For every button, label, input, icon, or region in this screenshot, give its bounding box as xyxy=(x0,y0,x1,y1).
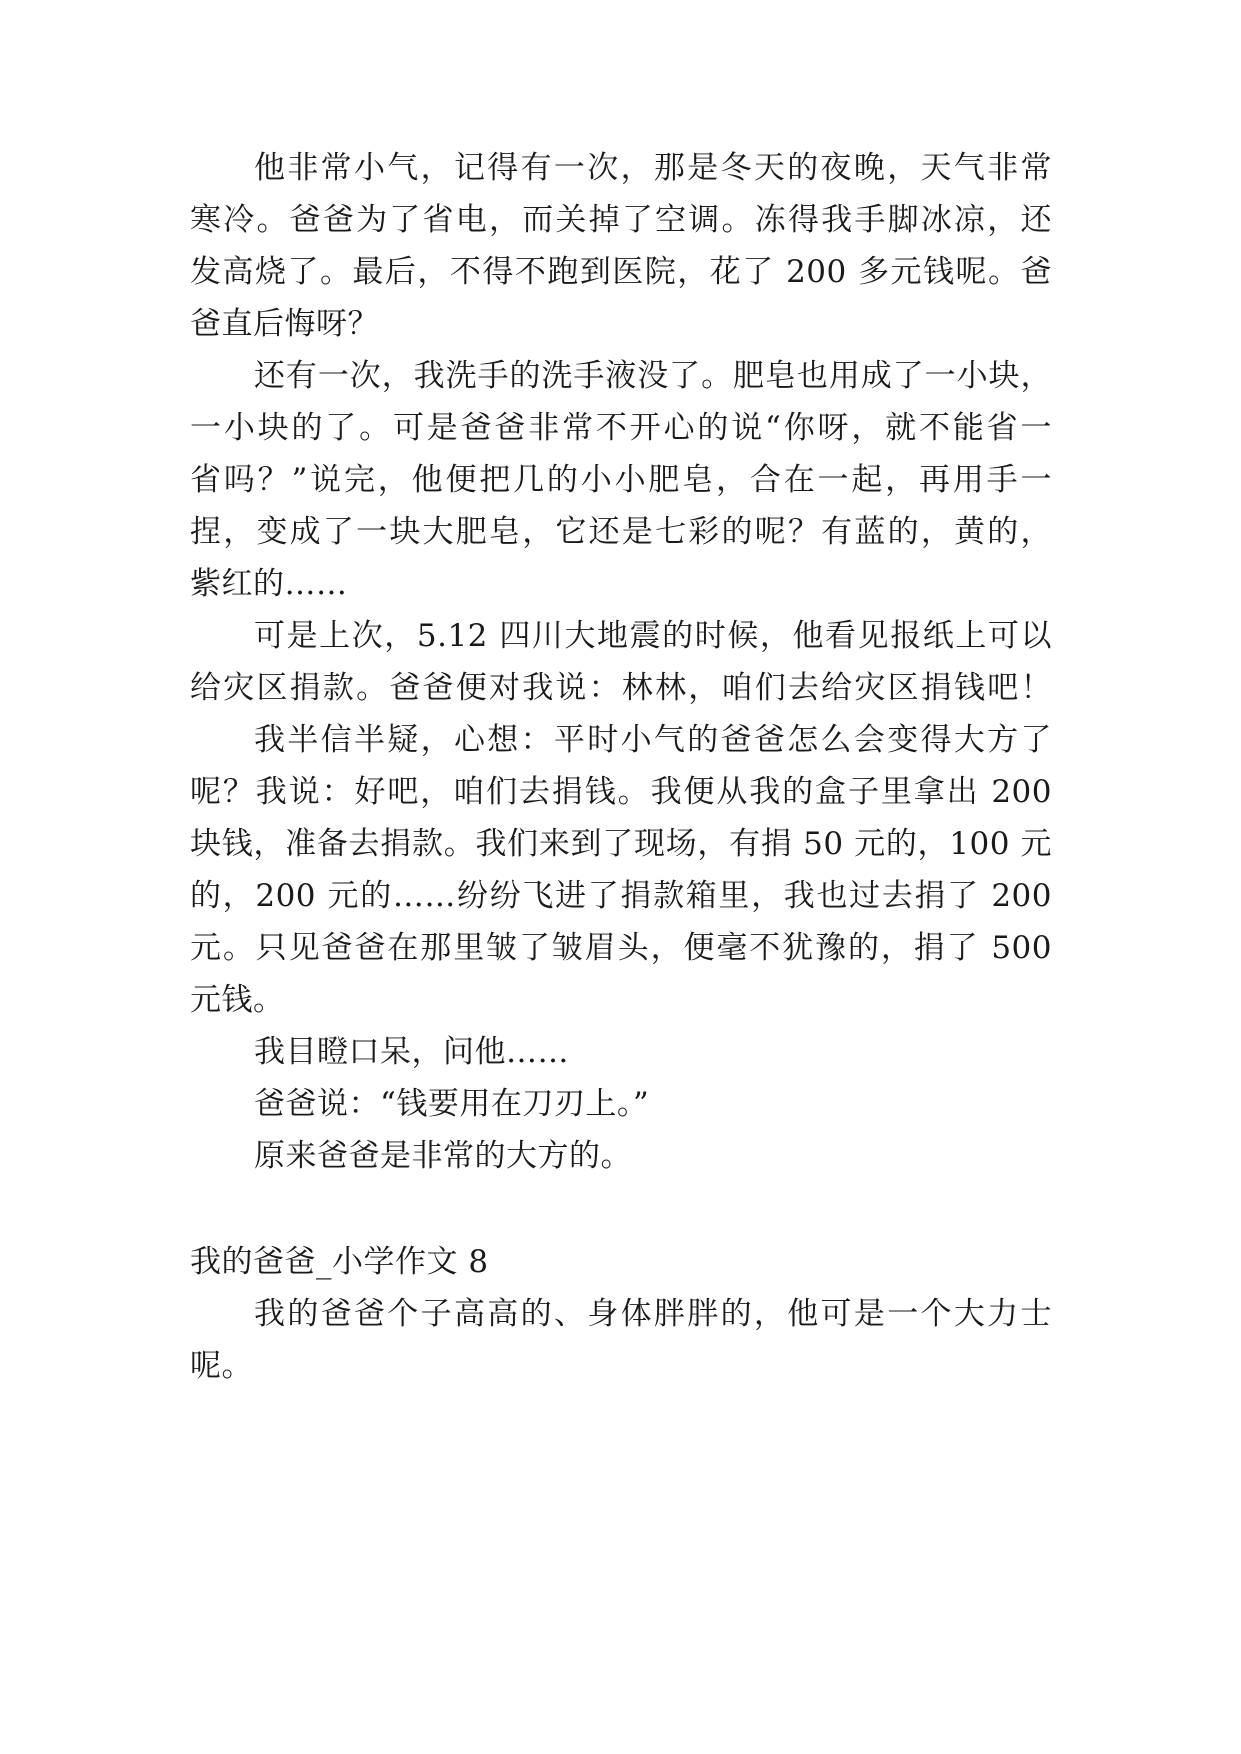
paragraph-line: 发高烧了。最后，不得不跑到医院，花了 200 多元钱呢。爸 xyxy=(190,254,1052,290)
paragraph-line: 爸直后悔呀？ xyxy=(190,306,379,342)
paragraph-line: 呢。 xyxy=(190,1348,253,1384)
paragraph-line: 我的爸爸个子高高的、身体胖胖的，他可是一个大力士 xyxy=(254,1296,1052,1332)
paragraph-line: 他非常小气，记得有一次，那是冬天的夜晚，天气非常 xyxy=(254,150,1052,186)
section-title: 我的爸爸_小学作文 8 xyxy=(190,1244,489,1280)
paragraph-line: 块钱，准备去捐款。我们来到了现场，有捐 50 元的，100 元 xyxy=(190,826,1052,862)
paragraph-line: 省吗？”说完，他便把几的小小肥皂，合在一起，再用手一 xyxy=(190,462,1052,498)
paragraph-line: 我半信半疑，心想：平时小气的爸爸怎么会变得大方了 xyxy=(254,722,1052,758)
paragraph-line: 元钱。 xyxy=(190,982,285,1018)
paragraph-line: 原来爸爸是非常的大方的。 xyxy=(254,1138,632,1174)
paragraph-line: 还有一次，我洗手的洗手液没了。肥皂也用成了一小块， xyxy=(254,358,1052,394)
paragraph-line: 紫红的…… xyxy=(190,566,348,602)
paragraph-line: 我目瞪口呆，问他…… xyxy=(254,1034,569,1070)
paragraph-line: 的，200 元的……纷纷飞进了捐款箱里，我也过去捐了 200 xyxy=(190,878,1052,914)
paragraph-line: 寒冷。爸爸为了省电，而关掉了空调。冻得我手脚冰凉，还 xyxy=(190,202,1052,238)
paragraph-line: 元。只见爸爸在那里皱了皱眉头，便毫不犹豫的，捐了 500 xyxy=(190,930,1052,966)
paragraph-line: 给灾区捐款。爸爸便对我说：林林，咱们去给灾区捐钱吧！ xyxy=(190,670,1052,706)
paragraph-line: 爸爸说：“钱要用在刀刃上。” xyxy=(254,1086,650,1122)
paragraph-line: 呢？我说：好吧，咱们去捐钱。我便从我的盒子里拿出 200 xyxy=(190,774,1052,810)
paragraph-line: 可是上次，5.12 四川大地震的时候，他看见报纸上可以 xyxy=(254,618,1052,654)
paragraph-line: 一小块的了。可是爸爸非常不开心的说“你呀，就不能省一 xyxy=(190,410,1052,446)
paragraph-line: 捏，变成了一块大肥皂，它还是七彩的呢？有蓝的，黄的， xyxy=(190,514,1052,550)
